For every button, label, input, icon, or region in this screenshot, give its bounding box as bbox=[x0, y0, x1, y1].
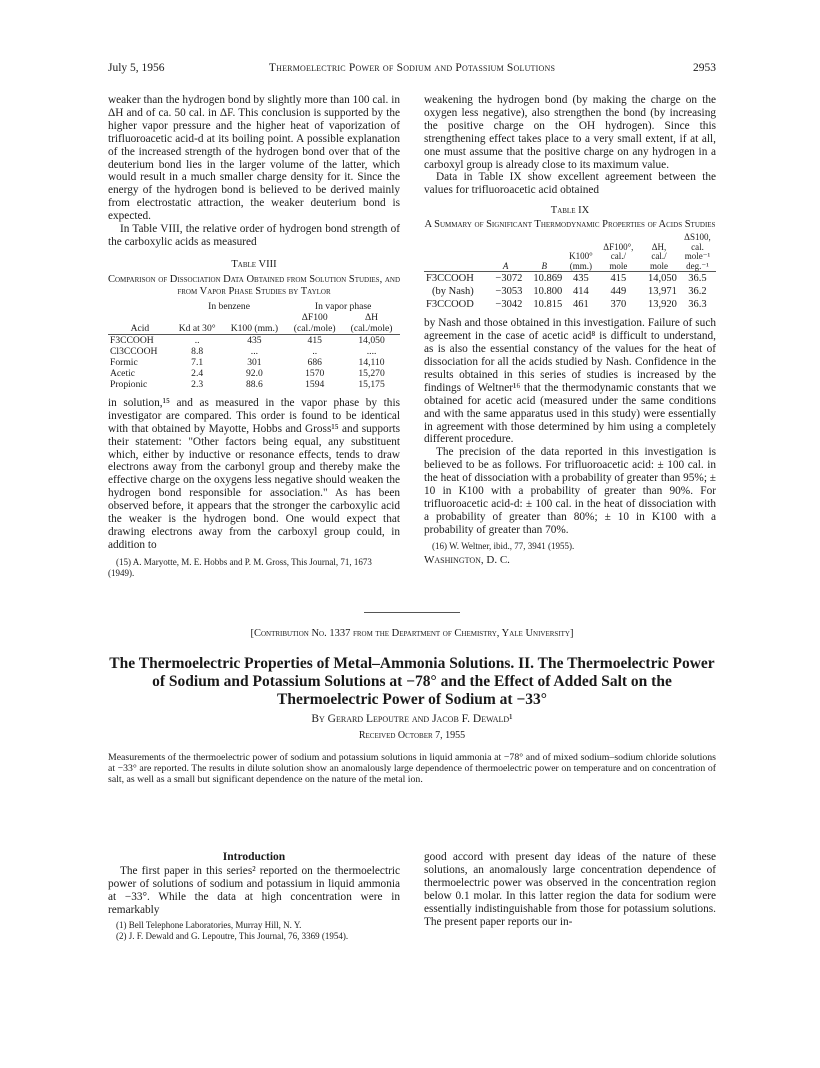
table-row bbox=[108, 357, 400, 368]
left-para-1: weaker than the hydrogen bond by slightly more than 100 cal. in ΔH and of ca. 50 cal. in ΔF. This conclusion is supported by the higher vapor pressure and the higher heat of vaporization of trifluoroacetic acid-d at its boiling point. A possible explanation of the increased strength of the hydrogen bond over that of the deuterium bond lies in the larger volume of the latter, which would result in a much smaller charge density for it. Since the energy of the hydrogen bond is believed to be derived mainly from electrostatic attraction, the weaker deuterium bond is expected. bbox=[108, 94, 400, 223]
table8-col-df-bot: (cal./mole) bbox=[293, 322, 336, 334]
table8-cell-df: 686 bbox=[307, 356, 322, 368]
table9-cell-dh: 13,920 bbox=[648, 299, 677, 311]
table8-cell-acid: Cl3CCOOH bbox=[110, 345, 158, 357]
table9-cell-k: 414 bbox=[573, 286, 589, 298]
table8-col-dh-top: ΔH bbox=[365, 311, 379, 323]
table9-caption: A Summary of Significant Thermodynamic Properties of Acids Studies bbox=[424, 219, 716, 231]
left-column bbox=[108, 94, 400, 579]
right-para-1: weakening the hydrogen bond (by making the charge on the oxygen less negative), also strengthen the bond (by increasing the positive charge on the OH hydrogen). Since this strengthening effect takes place to a very small extent, if at all, one must assume that the positive charge on any hydrogen in a carboxyl group is already close to its maximum value. bbox=[424, 94, 716, 171]
table9-col-b: B bbox=[541, 260, 548, 271]
intro-right-column bbox=[424, 851, 716, 928]
header-page-number: 2953 bbox=[693, 62, 716, 74]
article-title: The Thermoelectric Properties of Metal–Ammonia Solutions. II. The Thermoelectric Power of Sodium and Potassium Solutions at −78° and the Effect of Added Salt on the Thermoelectric Power of Sodium at −33° bbox=[109, 655, 715, 708]
table-row bbox=[108, 368, 400, 379]
table8-cell-dh: 14,110 bbox=[358, 356, 385, 368]
received-date: Received October 7, 1955 bbox=[358, 730, 466, 741]
table9-label: Table IX bbox=[550, 205, 590, 217]
table9-cell-ds: 36.5 bbox=[688, 273, 707, 285]
table8-col-acid: Acid bbox=[130, 322, 150, 334]
table8-cell-k100: ... bbox=[250, 345, 258, 357]
table8-cell-dh: 15,175 bbox=[358, 378, 385, 390]
contribution-line: [Contribution No. 1337 from the Department of Chemistry, Yale University] bbox=[250, 628, 574, 639]
table8-cell-kd: .. bbox=[194, 334, 200, 346]
table9-col-k-bot: (mm.) bbox=[569, 260, 593, 271]
table9-col-ds-mid1: cal. bbox=[691, 241, 704, 252]
table9-cell-k: 461 bbox=[573, 299, 589, 311]
table8-cell-df: .. bbox=[312, 345, 318, 357]
table9-col-df-bot: mole bbox=[609, 260, 628, 271]
table9-col-ds-bot: deg.⁻¹ bbox=[686, 260, 709, 271]
table9-cell-df: 370 bbox=[610, 299, 627, 311]
table9-col-dh-mid: cal./ bbox=[651, 251, 667, 262]
table-row bbox=[108, 346, 400, 357]
table9-cell-b: 10.869 bbox=[533, 273, 563, 285]
intro-left-para: The first paper in this series² reported on the thermoelectric power of solutions of sodium and potassium in liquid ammonia at −33°. While the data at high concentration were in remarkably bbox=[108, 864, 400, 916]
table9-cell-name: F3CCOOD bbox=[426, 299, 474, 311]
footnote-16: (16) W. Weltner, ibid., 77, 3941 (1955). bbox=[432, 540, 575, 551]
table8-label: Table VIII bbox=[231, 258, 277, 270]
table9-cell-b: 10.800 bbox=[533, 286, 563, 298]
table8-cell-df: 1594 bbox=[305, 378, 325, 390]
table8-cell-dh: .... bbox=[366, 345, 377, 357]
intro-left-column bbox=[108, 851, 400, 942]
table8-col-df-top: ΔF100 bbox=[301, 311, 328, 323]
right-para-3: by Nash and those obtained in this investigation. Failure of such agreement in the case of acetic acid⁸ is difficult to understand, as is also the essential constancy of the values for the heat of dissociation for all the acids studied by Nash. Confidence in the results obtained in this series of studies is increased by the findings of Weltner¹⁶ that the thermodynamic constants that we obtained for acetic acid (measured under the same conditions and with the same apparatus used in this study) were essentially in agreement with those determined by him using a completely different procedure. bbox=[424, 317, 716, 446]
table8-group-benzene: In benzene bbox=[208, 300, 250, 312]
table9 bbox=[424, 233, 716, 311]
right-column bbox=[424, 94, 716, 567]
table9-col-a: A bbox=[502, 260, 509, 271]
footnote-2: (2) J. F. Dewald and G. Lepoutre, This Journal, 76, 3369 (1954). bbox=[116, 930, 349, 941]
header-running-title: Thermoelectric Power of Sodium and Potassium Solutions bbox=[268, 62, 556, 74]
table9-cell-dh: 14,050 bbox=[648, 273, 677, 285]
table8-cell-k100: 435 bbox=[247, 334, 262, 346]
table8-cell-kd: 2.3 bbox=[191, 378, 204, 390]
table8-cell-acid: Propionic bbox=[110, 378, 148, 390]
right-para-2: Data in Table IX show excellent agreement between the values for trifluoroacetic acid obtained bbox=[424, 171, 716, 197]
table9-col-ds-top: ΔS100, bbox=[684, 232, 711, 243]
table8-cell-dh: 15,270 bbox=[358, 367, 385, 379]
table8-cell-acid: Acetic bbox=[110, 367, 136, 379]
table9-cell-b: 10.815 bbox=[533, 299, 563, 311]
table-row bbox=[424, 285, 716, 298]
table8 bbox=[108, 301, 400, 390]
intro-right-para: good accord with present day ideas of the nature of these solutions, an anomalously large concentration dependence of thermoelectric power was observed in the concentration region below 0.1 molar. In this latter region the data for sodium were essentially indistinguishable from those for potassium solutions. The present paper reports our in- bbox=[424, 851, 716, 928]
table9-cell-a: −3053 bbox=[495, 286, 523, 298]
table-row bbox=[424, 272, 716, 286]
table9-cell-ds: 36.3 bbox=[688, 299, 707, 311]
table9-cell-df: 415 bbox=[610, 273, 627, 285]
article-separator-rule bbox=[364, 612, 460, 613]
running-header bbox=[108, 62, 716, 78]
table9-col-df-mid: cal./ bbox=[610, 251, 626, 262]
table-row bbox=[108, 379, 400, 390]
table8-cell-acid: Formic bbox=[110, 356, 138, 368]
table8-col-dh-bot: (cal./mole) bbox=[350, 322, 393, 334]
right-para-4: The precision of the data reported in this investigation is believed to be as follows. For trifluoroacetic acid: ± 100 cal. in the heat of dissociation with a probability of greater than 95%; ± 10 in K100 with a probability of greater than 90%. For trifluoroacetic acid-d: ± 100 cal. in the heat of dissociation with a probability of greater than 80%; ± 10 in K100 with a probability of greater than 70%. bbox=[424, 446, 716, 536]
table8-cell-kd: 2.4 bbox=[191, 367, 204, 379]
left-para-3: in solution,¹⁵ and as measured in the vapor phase by this investigator are compared. This order is found to be identical with that obtained by Mayotte, Hobbs and Gross¹⁵ and supports their statement: "Other factors being equal, any substituent which, either by inductive or resonance effects, tends to draw electrons away from the carbonyl group and thereby make the effective charge on the oxygens less negative should weaken the hydrogen bond responsible for association." As has been observed before, it appears that the stronger the carboxylic acid the weaker is the hydrogen bond. One would expect that drawing electrons away from the carboxyl group could, in addition to bbox=[108, 396, 400, 551]
table9-cell-name: (by Nash) bbox=[432, 286, 474, 298]
table9-cell-k: 435 bbox=[573, 273, 589, 285]
location: Washington, D. C. bbox=[424, 553, 510, 566]
table8-cell-k100: 301 bbox=[247, 356, 262, 368]
table8-col-kd: Kd at 30° bbox=[178, 322, 216, 334]
byline: By Gerard Lepoutre and Jacob F. Dewald¹ bbox=[311, 713, 513, 725]
table9-cell-a: −3072 bbox=[495, 273, 523, 285]
table9-cell-ds: 36.2 bbox=[688, 286, 707, 298]
table9-cell-name: F3CCOOH bbox=[426, 273, 474, 285]
table9-cell-dh: 13,971 bbox=[648, 286, 677, 298]
table9-cell-a: −3042 bbox=[495, 299, 523, 311]
table9-col-dh-top: ΔH, bbox=[651, 241, 667, 252]
table9-col-ds-mid2: mole⁻¹ bbox=[684, 251, 711, 262]
footnote-15: (15) A. Maryotte, M. E. Hobbs and P. M. Gross, This Journal, 71, 1673 (1949). bbox=[108, 556, 372, 578]
table8-group-vapor: In vapor phase bbox=[314, 300, 372, 312]
table8-cell-acid: F3CCOOH bbox=[110, 334, 154, 346]
table8-cell-kd: 8.8 bbox=[191, 345, 204, 357]
header-date: July 5, 1956 bbox=[108, 62, 165, 74]
table8-cell-k100: 88.6 bbox=[246, 378, 263, 390]
table-row bbox=[108, 334, 400, 346]
table8-caption: Comparison of Dissociation Data Obtained from Solution Studies, and from Vapor Phase Studies by Taylor bbox=[108, 273, 400, 297]
table8-cell-dh: 14,050 bbox=[358, 334, 385, 346]
footnote-1: (1) Bell Telephone Laboratories, Murray Hill, N. Y. bbox=[116, 919, 302, 930]
abstract: Measurements of the thermoelectric power of sodium and potassium solutions in liquid ammonia at −78° and of mixed sodium–sodium chloride solutions at −33° are reported. The results in dilute solution show an anomalously large dependence of thermoelectric power on temperature and on concentration of salt, as well as a small but significant dependence on the nature of the metal ion. bbox=[108, 752, 716, 785]
table8-cell-kd: 7.1 bbox=[191, 356, 204, 368]
table8-cell-k100: 92.0 bbox=[246, 367, 263, 379]
table9-col-k-top: K100° bbox=[569, 251, 593, 262]
table8-cell-df: 415 bbox=[307, 334, 322, 346]
table8-col-k100: K100 (mm.) bbox=[230, 322, 279, 334]
intro-heading: Introduction bbox=[222, 851, 286, 863]
table-row bbox=[424, 298, 716, 311]
table9-col-dh-bot: mole bbox=[649, 260, 668, 271]
table8-cell-df: 1570 bbox=[305, 367, 325, 379]
table9-col-df-top: ΔF100°, bbox=[603, 241, 634, 252]
table9-cell-df: 449 bbox=[610, 286, 627, 298]
left-para-2: In Table VIII, the relative order of hydrogen bond strength of the carboxylic acids as measured bbox=[108, 223, 400, 248]
